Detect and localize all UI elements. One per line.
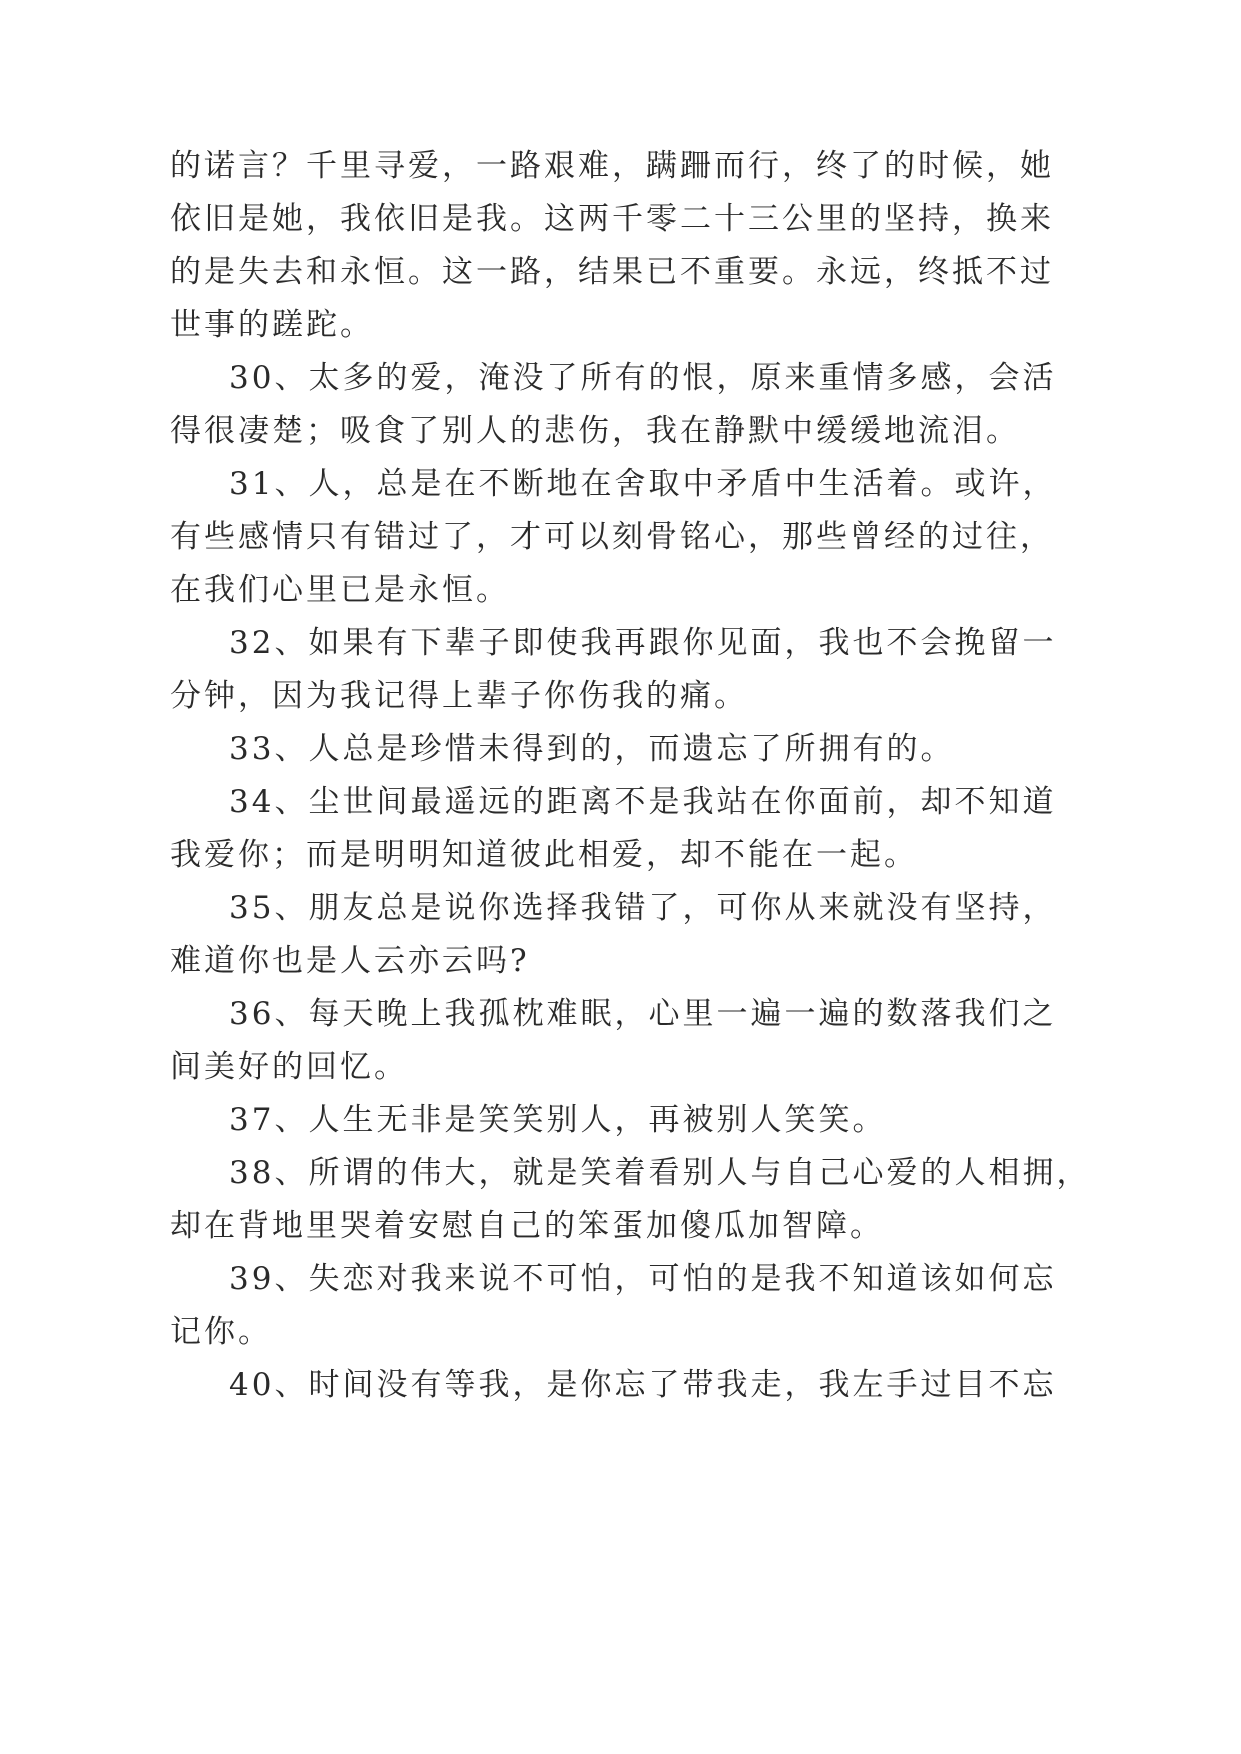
line-text: 33、人总是珍惜未得到的，而遗忘了所拥有的。: [229, 731, 955, 767]
line-text: 30、太多的爱，淹没了所有的恨，原来重情多感，会活: [229, 360, 1057, 396]
text-line: [0, 137, 1241, 195]
text-line: [0, 561, 1241, 619]
text-line: [0, 773, 1241, 831]
line-text: 在我们心里已是永恒。: [170, 572, 510, 608]
text-line: [0, 879, 1241, 937]
text-line: [0, 402, 1241, 460]
line-text: 39、失恋对我来说不可怕，可怕的是我不知道该如何忘: [229, 1261, 1057, 1297]
text-line: [0, 1038, 1241, 1096]
line-text: 有些感情只有错过了，才可以刻骨铭心，那些曾经的过往，: [170, 519, 1054, 555]
line-text: 世事的蹉跎。: [170, 307, 374, 343]
line-text: 37、人生无非是笑笑别人，再被别人笑笑。: [229, 1102, 887, 1138]
text-line: [0, 1250, 1241, 1308]
line-text: 得很凄楚；吸食了别人的悲伤，我在静默中缓缓地流泪。: [170, 413, 1020, 449]
text-line: [0, 1197, 1241, 1255]
text-line: [0, 985, 1241, 1043]
text-line: [0, 349, 1241, 407]
text-line: [0, 614, 1241, 672]
text-line: [0, 1356, 1241, 1414]
line-text: 我爱你；而是明明知道彼此相爱，却不能在一起。: [170, 837, 918, 873]
line-text: 36、每天晚上我孤枕难眠，心里一遍一遍的数落我们之: [229, 996, 1057, 1032]
text-line: [0, 243, 1241, 301]
line-text: 35、朋友总是说你选择我错了，可你从来就没有坚持，: [229, 890, 1057, 926]
line-text: 却在背地里哭着安慰自己的笨蛋加傻瓜加智障。: [170, 1208, 884, 1244]
text-line: [0, 190, 1241, 248]
text-line: [0, 720, 1241, 778]
line-text: 难道你也是人云亦云吗?: [170, 943, 530, 979]
text-line: [0, 667, 1241, 725]
line-text: 记你。: [170, 1314, 272, 1350]
line-text: 34、尘世间最遥远的距离不是我站在你面前，却不知道: [229, 784, 1057, 820]
text-line: [0, 455, 1241, 513]
line-text: 分钟，因为我记得上辈子你伤我的痛。: [170, 678, 748, 714]
text-line: [0, 1144, 1241, 1202]
line-text: 31、人，总是在不断地在舍取中矛盾中生活着。或许，: [229, 466, 1057, 502]
text-line: [0, 932, 1241, 990]
line-text: 的是失去和永恒。这一路，结果已不重要。永远，终抵不过: [170, 254, 1054, 290]
text-line: [0, 296, 1241, 354]
text-line: [0, 1303, 1241, 1361]
line-text: 依旧是她，我依旧是我。这两千零二十三公里的坚持，换来: [170, 201, 1054, 237]
line-text: 40、时间没有等我，是你忘了带我走，我左手过目不忘: [229, 1367, 1057, 1403]
line-text: 32、如果有下辈子即使我再跟你见面，我也不会挽留一: [229, 625, 1057, 661]
line-text: 38、所谓的伟大，就是笑着看别人与自己心爱的人相拥，: [229, 1155, 1091, 1191]
line-text: 的诺言？千里寻爱，一路艰难，蹒跚而行，终了的时候，她: [170, 148, 1054, 184]
text-line: [0, 826, 1241, 884]
text-line: [0, 508, 1241, 566]
text-line: [0, 1091, 1241, 1149]
line-text: 间美好的回忆。: [170, 1049, 408, 1085]
